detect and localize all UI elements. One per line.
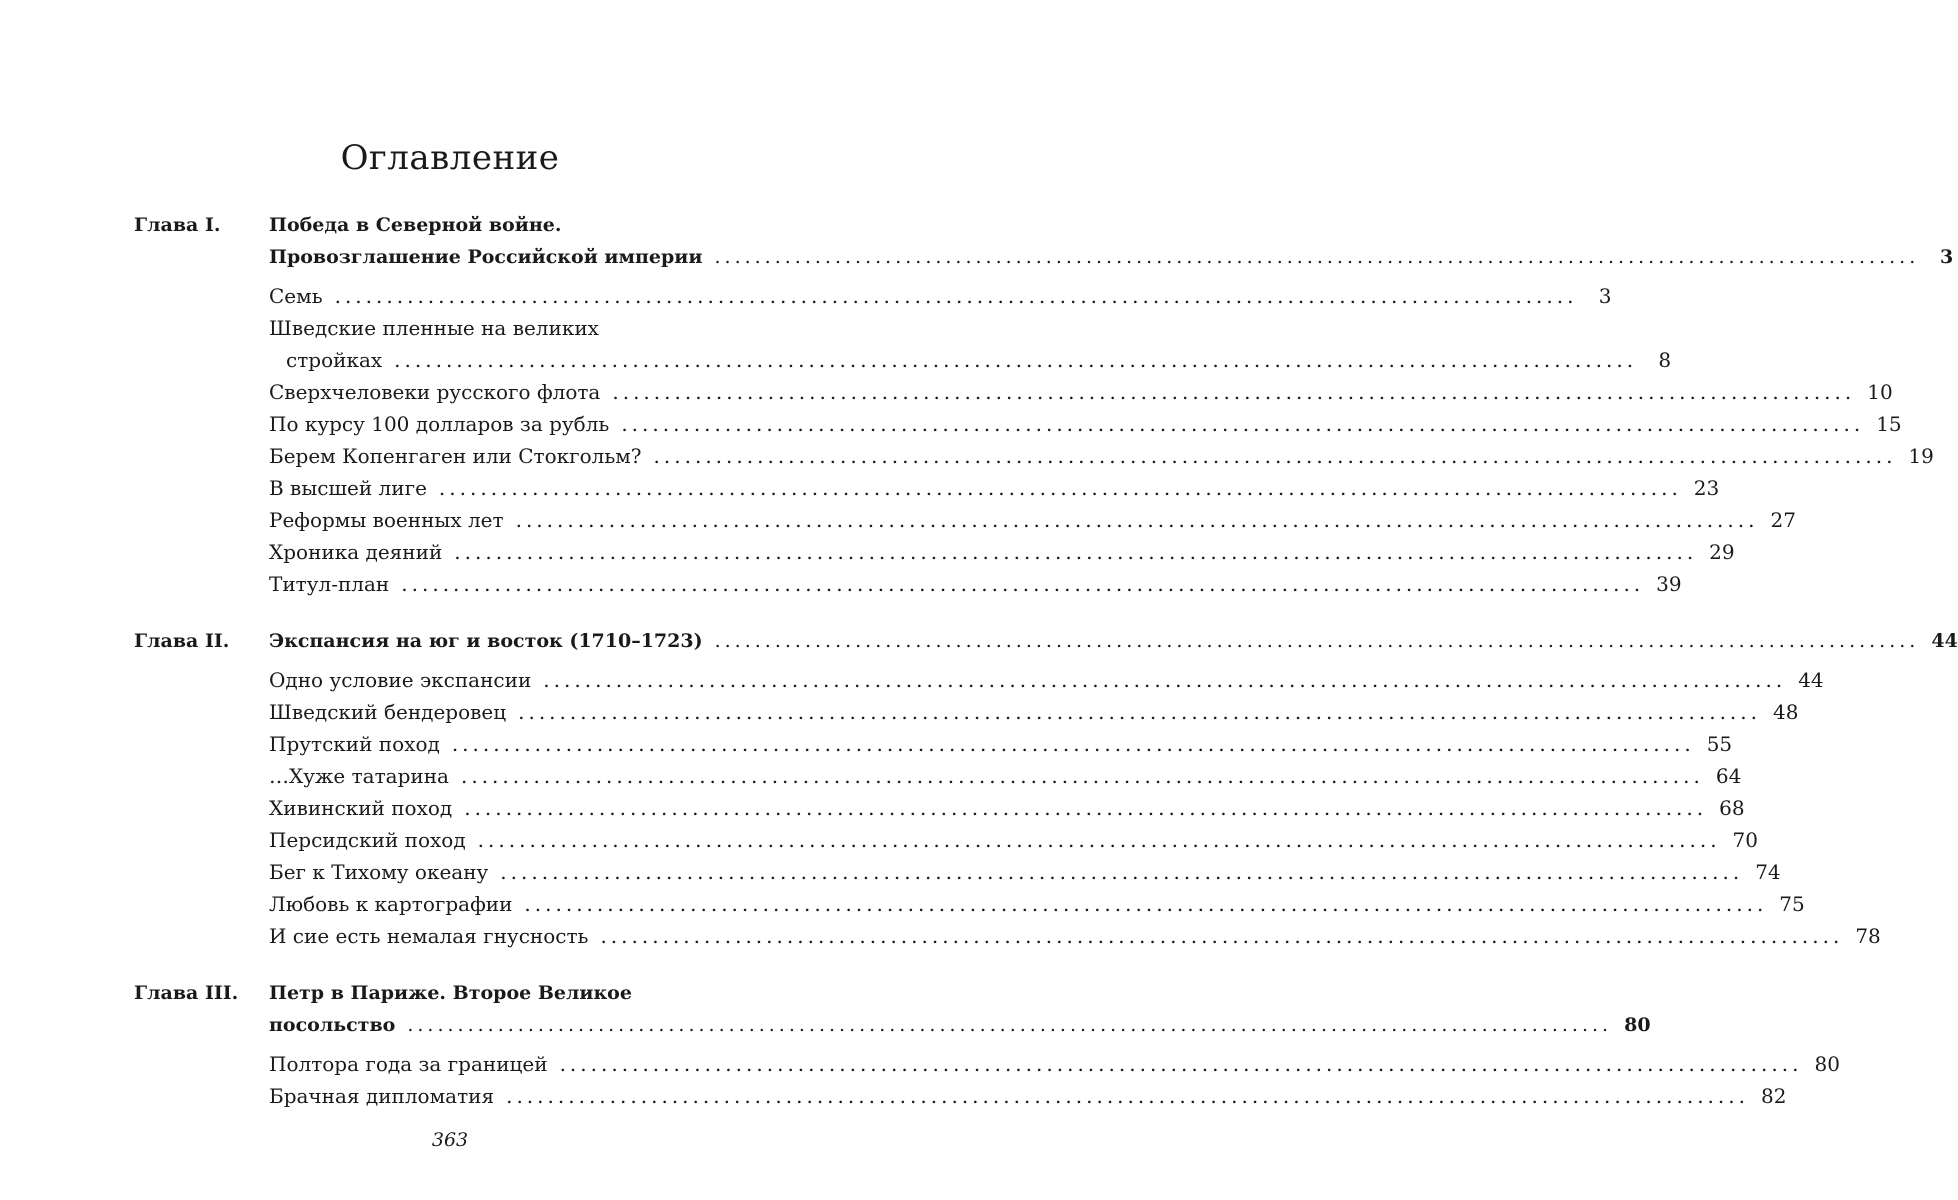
section-title: Персидский поход [269, 828, 466, 852]
page-ref: 82 [1760, 1084, 1787, 1108]
chapter-heading[interactable] [269, 977, 764, 1009]
toc-entry[interactable] [269, 856, 1781, 888]
page-ref: 10 [1867, 380, 1893, 404]
toc-entry[interactable] [269, 440, 1934, 472]
page-ref: 23 [1693, 476, 1720, 500]
dot-leader: ........................................................................................................................ [621, 412, 1865, 436]
dot-leader: ........................................................................................................................ [653, 444, 1897, 468]
toc-entry[interactable] [269, 472, 1720, 504]
page-title: Оглавление [340, 138, 560, 178]
section-title: Брачная дипломатия [269, 1084, 495, 1108]
chapter-heading-text: посольство [269, 1014, 396, 1036]
page-ref: 27 [1770, 508, 1796, 532]
page-ref: 75 [1779, 892, 1805, 916]
page-ref: 15 [1876, 412, 1902, 436]
dot-leader: ........................................................................................................................ [600, 924, 1844, 948]
dot-leader: ........................................................................................................................ [477, 828, 1721, 852]
dot-leader: ........................................................................................................................ [438, 476, 1682, 500]
page-ref: 44 [1798, 668, 1824, 692]
toc-entry[interactable] [269, 920, 1881, 952]
toc-entry[interactable] [269, 568, 1682, 600]
page-ref: 8 [1658, 348, 1672, 372]
page-ref: 55 [1706, 732, 1733, 756]
page-ref: 68 [1719, 796, 1745, 820]
section-title: Реформы военных лет [269, 508, 504, 532]
dot-leader: ........................................................................................................................ [518, 700, 1761, 724]
dot-leader: ........................................................................................................................ [524, 892, 1768, 916]
section-title: Сверхчеловеки русского флота [269, 380, 601, 404]
page-ref: 48 [1773, 700, 1799, 724]
section-title: Шведские пленные на великих [269, 316, 599, 340]
toc-entry[interactable] [269, 888, 1805, 920]
section-title: Хроника деяний [269, 540, 443, 564]
dot-leader: ........................................................................................................................ [460, 764, 1704, 788]
page-ref: 78 [1855, 924, 1881, 948]
toc-entry[interactable] [269, 536, 1735, 568]
chapter-heading-text: Экспансия на юг и восток (1710–1723) [269, 630, 703, 652]
page-ref: 3 [1598, 284, 1612, 308]
page-ref: 39 [1656, 572, 1682, 596]
section-title: Любовь к картографии [269, 892, 513, 916]
chapter-heading-text: Петр в Париже. Второе Великое [269, 982, 632, 1004]
page-ref: 29 [1709, 540, 1735, 564]
section-title: Хивинский поход [269, 796, 453, 820]
toc-entry[interactable] [269, 792, 1745, 824]
section-title: Титул-план [269, 572, 390, 596]
dot-leader: ........................................................................................................................ [714, 246, 1920, 268]
dot-leader: ........................................................................................................................ [451, 732, 1695, 756]
chapter-heading-text: Провозглашение Российской империи [269, 246, 703, 268]
dot-leader: ........................................................................................................................ [612, 380, 1856, 404]
dot-leader: ........................................................................................................................ [454, 540, 1698, 564]
chapter-label: Глава I. [134, 214, 221, 236]
dot-leader: ........................................................................................................................ [559, 1052, 1803, 1076]
section-title: Прутский поход [269, 732, 440, 756]
toc-entry[interactable] [269, 1048, 1840, 1080]
dot-leader: ........................................................................................................................ [506, 1084, 1749, 1108]
chapter-heading[interactable] [269, 241, 1954, 273]
page-ref: 80 [1814, 1052, 1840, 1076]
dot-leader: ........................................................................................................................ [401, 572, 1645, 596]
dot-leader: ........................................................................................................................ [394, 348, 1638, 372]
chapter-heading[interactable] [269, 209, 764, 241]
dot-leader: ........................................................................................................................ [714, 630, 1920, 652]
section-title: Берем Копенгаген или Стокгольм? [269, 444, 642, 468]
page-ref: 44 [1931, 630, 1958, 652]
page-number: 363 [431, 1129, 469, 1151]
dot-leader: ........................................................................................................................ [543, 668, 1787, 692]
section-title: В высшей лиге [269, 476, 427, 500]
dot-leader: ........................................................................................................................ [334, 284, 1578, 308]
toc-entry[interactable] [269, 760, 1742, 792]
toc-entry[interactable] [269, 728, 1733, 760]
page-ref: 64 [1715, 764, 1742, 788]
toc-entry[interactable] [269, 344, 1672, 376]
section-title: …Хуже татарина [269, 764, 449, 788]
section-title: Шведский бендеровец [269, 700, 507, 724]
section-title: И сие есть немалая гнусность [269, 924, 589, 948]
page-ref: 80 [1624, 1014, 1651, 1036]
chapter-heading[interactable] [269, 1009, 1651, 1041]
dot-leader: ........................................................................................................................ [500, 860, 1744, 884]
section-title: Одно условие экспансии [269, 668, 532, 692]
toc-entry[interactable] [269, 664, 1824, 696]
toc-entry[interactable] [269, 824, 1758, 856]
toc-entry[interactable] [269, 696, 1799, 728]
toc-entry[interactable] [269, 312, 764, 344]
dot-leader: ........................................................................................................................ [464, 796, 1708, 820]
section-title: Семь [269, 284, 323, 308]
section-title: Полтора года за границей [269, 1052, 548, 1076]
chapter-label: Глава III. [134, 982, 239, 1004]
section-title: По курсу 100 долларов за рубль [269, 412, 610, 436]
chapter-label: Глава II. [134, 630, 230, 652]
page-ref: 74 [1755, 860, 1781, 884]
section-title: стройках [286, 348, 383, 372]
dot-leader: ........................................................................................................................ [407, 1014, 1613, 1036]
toc-entry[interactable] [269, 280, 1612, 312]
page-ref: 3 [1940, 246, 1954, 268]
toc-entry[interactable] [269, 1080, 1787, 1112]
chapter-heading-text: Победа в Северной войне. [269, 214, 562, 236]
toc-entry[interactable] [269, 504, 1796, 536]
page-ref: 19 [1908, 444, 1934, 468]
chapter-heading[interactable] [269, 625, 1958, 657]
toc-entry[interactable] [269, 376, 1893, 408]
section-title: Бег к Тихому океану [269, 860, 489, 884]
toc-entry[interactable] [269, 408, 1902, 440]
dot-leader: ........................................................................................................................ [515, 508, 1759, 532]
page-ref: 70 [1732, 828, 1758, 852]
